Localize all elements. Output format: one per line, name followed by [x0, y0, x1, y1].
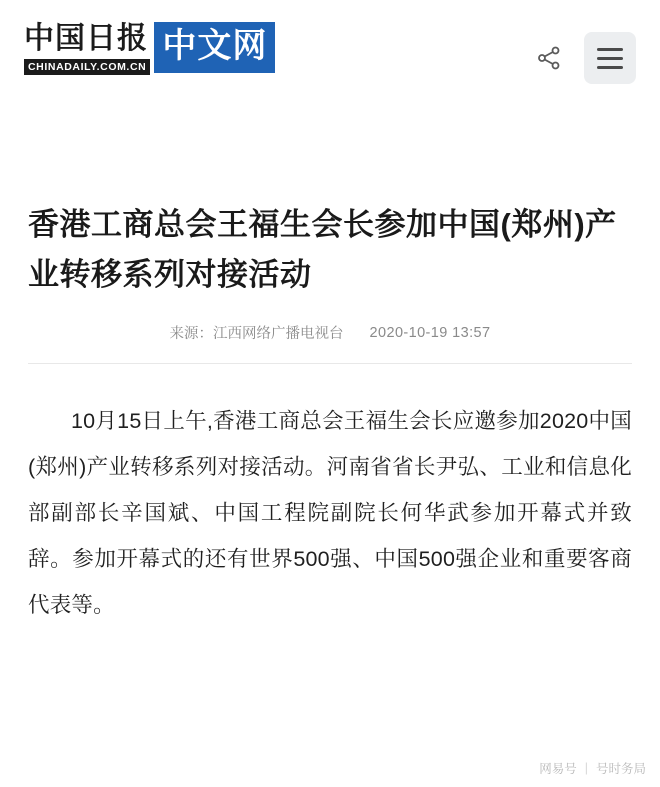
article-source-name: 江西网络广播电视台 [213, 326, 344, 342]
article-title: 香港工商总会王福生会长参加中国(郑州)产业转移系列对接活动 [28, 207, 617, 292]
share-icon [536, 45, 562, 71]
watermark-account: 号时务局 [595, 762, 646, 776]
logo-chinadaily [24, 22, 150, 75]
article-source-label: 来源： [169, 326, 214, 342]
watermark-divider: | [584, 761, 588, 775]
logo-chinese-site-badge: 中文网 [154, 22, 275, 73]
article-timestamp: 2020-10-19 13:57 [369, 324, 491, 341]
watermark [539, 759, 646, 777]
hamburger-menu-icon-line-2 [597, 57, 623, 60]
article-meta [28, 322, 632, 364]
article-container [0, 200, 660, 628]
logo-chinese-text: 中国日报 [24, 22, 148, 55]
hamburger-menu-icon-line-3 [597, 66, 623, 69]
share-button[interactable] [532, 41, 566, 75]
article-source [170, 322, 344, 343]
article-body-paragraph: 10月15日上午,香港工商总会王福生会长应邀参加2020中国(郑州)产业转移系列对接活动。河南省省长尹弘、工业和信息化部副部长辛国斌、中国工程院副院长何华武参加开幕式并致辞。参加开幕式的还有世界500强、中国500强企业和重要客商代表等。 [28, 409, 632, 617]
header-actions [532, 32, 636, 84]
site-logo[interactable] [24, 22, 275, 75]
menu-button[interactable] [584, 32, 636, 84]
watermark-platform: 网易号 [539, 762, 577, 776]
hamburger-menu-icon-line-1 [597, 48, 623, 51]
site-header [0, 0, 660, 110]
logo-english-text: CHINADAILY.COM.CN [24, 59, 150, 75]
